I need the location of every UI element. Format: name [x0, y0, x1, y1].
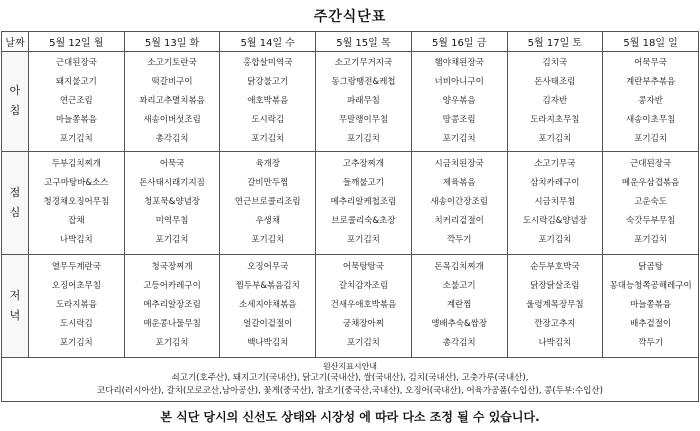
menu-item: 얼갈이겉절이	[243, 319, 293, 330]
menu-item: 나박김치	[59, 235, 93, 246]
menu-item: 돈사태조림	[534, 76, 576, 87]
meal-label-char: 점	[9, 185, 21, 199]
menu-item: 시금치무침	[534, 197, 576, 208]
menu-item: 연근조림	[59, 95, 93, 106]
menu-item: 시금치된장국	[434, 159, 484, 170]
menu-item: 건새우애호박볶음	[330, 300, 397, 311]
menu-item: 깍두기	[638, 338, 663, 349]
menu-cell	[316, 151, 412, 254]
menu-item: 떡갈비구이	[151, 76, 193, 87]
meal-label-char: 아	[9, 84, 21, 98]
menu-item: 닭장닭살조림	[530, 281, 580, 292]
day-header: 5월 18일 일	[603, 32, 699, 52]
breakfast-row	[2, 52, 699, 152]
menu-item: 어묵국	[159, 159, 185, 170]
menu-cell	[603, 254, 699, 357]
menu-item: 포기김치	[251, 235, 285, 246]
menu-cell	[220, 151, 316, 254]
menu-item: 도시락김	[251, 114, 285, 125]
menu-item: 백나박김치	[247, 338, 289, 349]
menu-item: 소세지야채볶음	[239, 300, 297, 311]
menu-item: 돈사태시래기지짐	[139, 178, 205, 189]
menu-cell	[316, 52, 412, 152]
meal-label-char: 저	[9, 288, 21, 302]
menu-item: 찜두부&볶음김치	[235, 281, 300, 292]
menu-item: 총각김치	[442, 338, 476, 349]
menu-item: 소고기무국	[534, 159, 576, 170]
menu-item: 땅콩조림	[442, 114, 476, 125]
menu-item: 궁채장아찌	[342, 319, 384, 330]
menu-item: 메운우삼겹볶음	[621, 178, 680, 189]
menu-item: 포기김치	[59, 338, 93, 349]
menu-cell	[124, 52, 220, 152]
day-header: 5월 16일 금	[411, 32, 507, 52]
menu-item: 삼치카레구이	[530, 178, 580, 189]
date-corner-label: 날짜	[2, 32, 29, 52]
menu-item: 포기김치	[59, 133, 93, 144]
menu-item: 도시락김&양념장	[522, 216, 587, 227]
menu-item: 도시락김	[59, 319, 93, 330]
day-header: 5월 12일 월	[29, 32, 125, 52]
menu-item: 어묵탕탕국	[342, 262, 384, 273]
menu-item: 청경채오징어무침	[43, 197, 110, 208]
menu-cell	[29, 52, 125, 152]
menu-item: 매운콩나물무침	[143, 319, 201, 330]
menu-item: 도라지볶음	[55, 300, 97, 311]
day-header: 5월 14일 수	[220, 32, 316, 52]
menu-item: 열무두계란국	[51, 262, 101, 273]
menu-item: 연근브로콜리조림	[234, 197, 301, 208]
menu-item: 포기김치	[347, 133, 380, 144]
menu-item: 너비아니구이	[434, 76, 484, 87]
menu-item: 숙갓두부무침	[625, 216, 676, 227]
menu-item: 도라지초무침	[530, 114, 580, 125]
menu-item: 돼지불고기	[55, 76, 97, 87]
dinner-row	[2, 254, 699, 357]
meal-label-char: 침	[9, 104, 21, 118]
menu-item: 포기김치	[347, 235, 380, 246]
menu-item: 고추장찌개	[342, 159, 384, 170]
menu-item: 닭강불고기	[247, 76, 289, 87]
menu-item: 제육볶음	[442, 178, 476, 189]
menu-item: 들깨불고기	[342, 178, 384, 189]
menu-item: 꽈리고추멸치볶음	[139, 95, 205, 106]
menu-item: 새송이간장조림	[430, 197, 488, 208]
day-header: 5월 17일 토	[507, 32, 603, 52]
menu-item: 갈치감자조림	[338, 281, 389, 292]
menu-item: 파래무침	[347, 95, 380, 106]
lunch-row	[2, 151, 699, 254]
menu-item: 꽁대능청쪽공해레구이	[609, 281, 692, 292]
menu-item: 김치국	[542, 57, 568, 68]
menu-item: 포기김치	[634, 133, 668, 144]
menu-item: 울렁계목장무침	[526, 300, 584, 311]
origin-info-box	[1, 358, 699, 402]
menu-cell	[507, 151, 603, 254]
menu-item: 포기김치	[538, 133, 572, 144]
menu-cell	[411, 52, 507, 152]
menu-item: 새송이버섯조림	[143, 114, 201, 125]
menu-item: 육개장	[255, 159, 281, 170]
day-header: 5월 15일 목	[316, 32, 412, 52]
menu-item: 계란부추볶음	[625, 76, 676, 87]
menu-item: 홍합살미역국	[243, 57, 293, 68]
menu-cell	[507, 254, 603, 357]
menu-cell	[220, 254, 316, 357]
menu-item: 잡채	[68, 216, 85, 227]
menu-item: 총각김치	[155, 133, 189, 144]
menu-item: 얭배추숙&쌈장	[431, 319, 488, 330]
menu-item: 포기김치	[538, 235, 572, 246]
menu-item: 갈비만두찜	[247, 178, 289, 189]
menu-cell	[29, 254, 125, 357]
menu-item: 나박김치	[538, 338, 572, 349]
menu-item: 치커리겉절이	[434, 216, 484, 227]
header-row	[2, 32, 699, 52]
menu-cell	[124, 151, 220, 254]
weekly-menu-table	[1, 31, 699, 358]
menu-cell	[411, 151, 507, 254]
menu-item: 메추리알케첩조림	[330, 197, 397, 208]
menu-item: 두부김치찌개	[51, 159, 101, 170]
menu-item: 근대된장국	[55, 57, 97, 68]
menu-item: 오징어초무침	[51, 281, 101, 292]
menu-item: 청포묵&양념장	[144, 197, 200, 208]
menu-item: 김자반	[542, 95, 568, 106]
menu-item: 청국장찌개	[151, 262, 193, 273]
menu-item: 오징어무국	[247, 262, 289, 273]
menu-item: 고운숙도	[634, 197, 668, 208]
menu-item: 소불고기	[442, 281, 476, 292]
menu-cell	[411, 254, 507, 357]
menu-item: 어묵무국	[634, 57, 668, 68]
menu-item: 햄야채된장국	[434, 57, 484, 68]
menu-cell	[603, 52, 699, 152]
menu-item: 포기김치	[251, 133, 285, 144]
menu-item: 포기김치	[634, 235, 668, 246]
menu-item: 깍두기	[446, 235, 472, 246]
menu-cell	[124, 254, 220, 357]
menu-item: 미역무침	[155, 216, 189, 227]
menu-cell	[220, 52, 316, 152]
menu-item: 계란찜	[446, 300, 472, 311]
menu-item: 근대된장국	[630, 159, 672, 170]
menu-cell	[603, 151, 699, 254]
page-title: 주간식단표	[313, 9, 387, 25]
menu-cell	[316, 254, 412, 357]
menu-item: 마늘쫑볶음	[630, 300, 672, 311]
meal-label	[2, 52, 29, 152]
menu-item: 마늘쫑볶음	[55, 114, 97, 125]
menu-item: 돈목김치찌개	[434, 262, 484, 273]
menu-item: 고구마탕바&소스	[44, 178, 109, 189]
meal-label-char: 녁	[9, 308, 21, 322]
menu-item: 무말랭이무침	[338, 114, 389, 125]
menu-item: 애호박볶음	[247, 95, 289, 106]
menu-item: 양우볶음	[442, 95, 476, 106]
menu-item: 우생채	[255, 216, 281, 227]
origin-line: 코다리(러시아산), 갈치(모로코산,남아공산), 꽃게(중국산), 참조기(중국산,국내산), 오징어(국내산), 어육가공품(수입산), 콩(두부:수입산)	[97, 386, 603, 396]
menu-item: 포기김치	[155, 235, 189, 246]
menu-item: 포기김치	[155, 338, 189, 349]
meal-label	[2, 151, 29, 254]
meal-label	[2, 254, 29, 357]
menu-cell	[29, 151, 125, 254]
meal-label-char: 심	[9, 205, 21, 219]
origin-title: 원산지표시안내	[322, 362, 378, 371]
menu-item: 깐장고추지	[534, 319, 576, 330]
menu-item: 동그랑땡전&케첩	[331, 76, 396, 87]
menu-item: 순두부호박국	[530, 262, 580, 273]
menu-item: 닭곰탕	[638, 262, 663, 273]
notice-text: 본 식단 당시의 신선도 상태와 시장성 에 따라 다소 조정 될 수 있습니다.	[160, 410, 540, 424]
menu-item: 소고기무거지국	[334, 57, 393, 68]
menu-cell	[507, 52, 603, 152]
menu-item: 브로콜리숙&초장	[331, 216, 396, 227]
menu-item: 소고기토란국	[147, 57, 197, 68]
menu-item: 포기김치	[347, 338, 380, 349]
menu-item: 콩자반	[638, 95, 663, 106]
menu-item: 고등어카레구이	[143, 281, 201, 292]
origin-line: 쇠고기(호주산), 돼지고기(국내산), 닭고기(국내산), 쌀(국내산), 김치(국내산), 고춧가루(국내산),	[171, 373, 529, 383]
menu-item: 메추리알장조림	[143, 300, 201, 311]
day-header: 5월 13일 화	[124, 32, 220, 52]
menu-item: 배추겉절이	[630, 319, 672, 330]
menu-item: 포기김치	[442, 133, 476, 144]
menu-item: 새송이초무침	[625, 114, 676, 125]
